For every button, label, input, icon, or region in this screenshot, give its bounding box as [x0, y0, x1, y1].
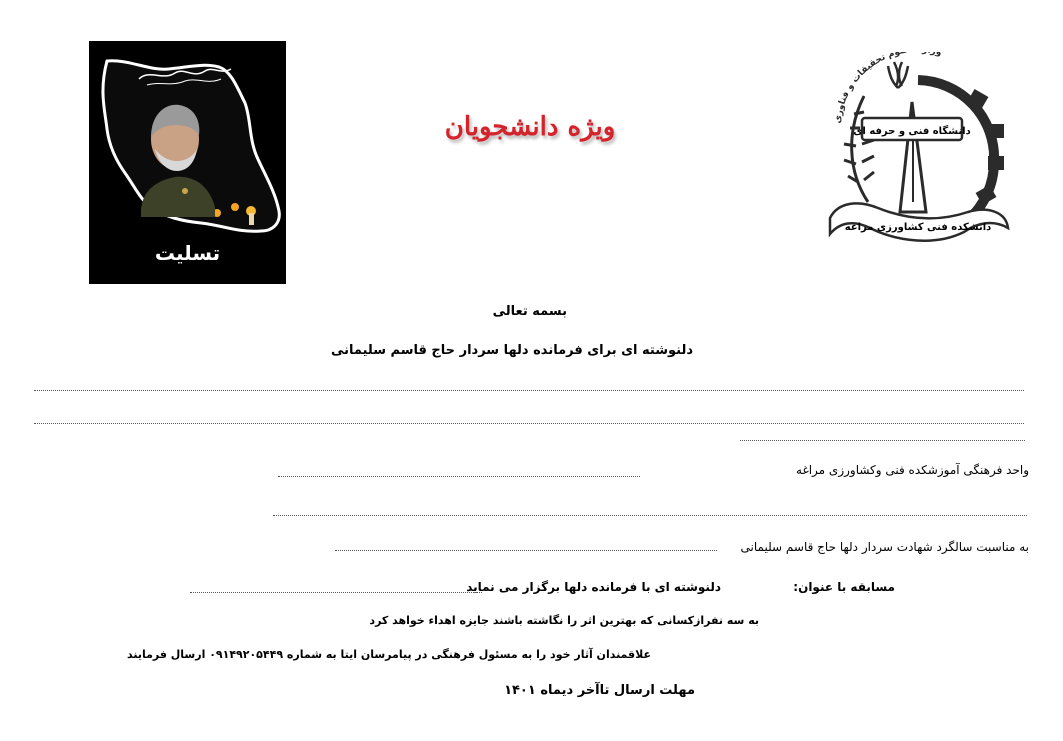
memorial-image: [89, 41, 286, 284]
writing-line[interactable]: [190, 592, 482, 593]
logo-faculty-text: دانشکده فنی کشاورزی مراغه: [844, 222, 992, 233]
writing-line[interactable]: [273, 515, 1027, 516]
occasion-line: به مناسبت سالگرد شهادت سردار دلها حاج قاسم سلیمانی: [740, 540, 1029, 554]
logo-ministry-text: و وم تحقیقات و فناوری: [833, 52, 943, 125]
writing-line[interactable]: [335, 550, 717, 551]
contest-label: مسابقه با عنوان:: [793, 580, 895, 594]
writing-line[interactable]: [34, 423, 1024, 424]
memorial-caption: تسلیت: [154, 241, 221, 265]
deadline: مهلت ارسال تاآخر دیماه ۱۴۰۱: [504, 683, 695, 698]
contest-title: دلنوشته ای با فرمانده دلها برگزار می نماید: [466, 580, 721, 594]
unit-line: واحد فرهنگی آموزشکده فنی وکشاورزی مراغه: [796, 463, 1029, 477]
page-title: ویژه دانشجویان: [444, 112, 616, 142]
writing-line[interactable]: [278, 476, 640, 477]
submit-line: علاقمندان آثار خود را به مسئول فرهنگی در پیامرسان ایتا به شماره ۰۹۱۴۹۲۰۵۴۴۹ ارسال فرمایند: [126, 648, 651, 661]
faculty-logo: [818, 52, 1018, 258]
logo-university-text: دانشگاه فنی و حرفه ای: [853, 126, 971, 137]
writing-line[interactable]: [740, 440, 1025, 441]
writing-line[interactable]: [34, 390, 1024, 391]
prize-line: به سه نفرازکسانی که بهترین اثر را نگاشته باشند جایزه اهداء خواهد کرد: [369, 614, 759, 627]
document-subtitle: دلنوشته ای برای فرمانده دلها سردار حاج قاسم سلیمانی: [330, 343, 693, 358]
basmala: بسمه تعالی: [492, 304, 567, 319]
svg-text:وزارت علوم تحقیقات و فناوری: [833, 52, 943, 124]
